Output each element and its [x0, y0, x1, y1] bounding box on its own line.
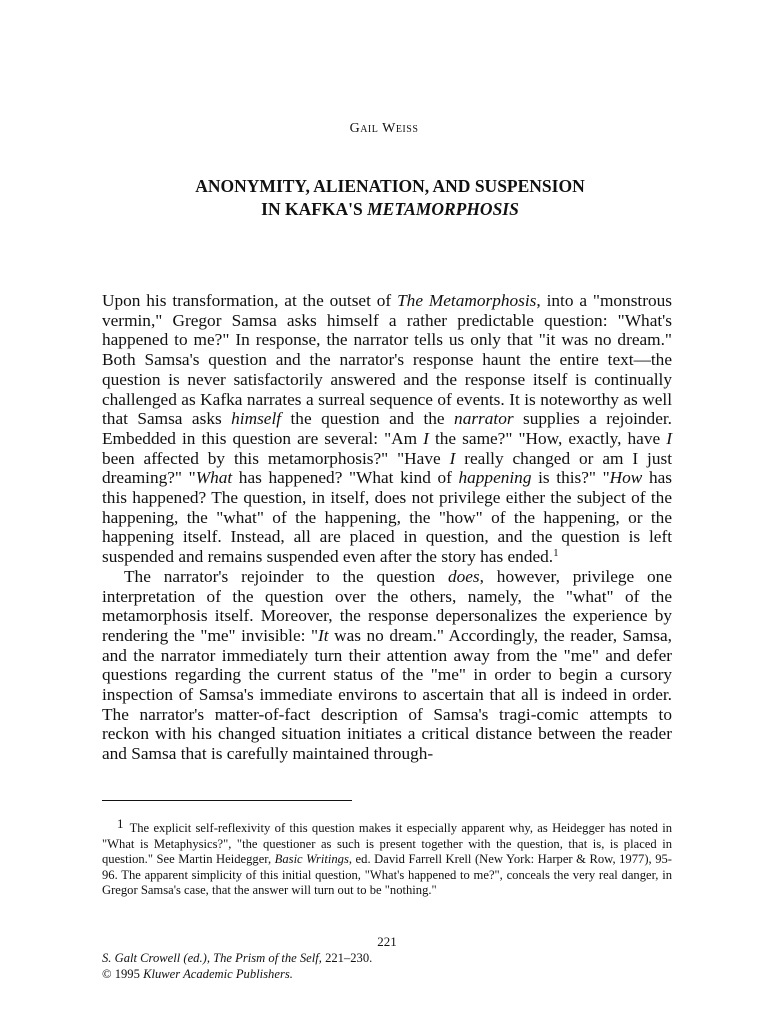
- text-run: the same?" "How, exactly, have: [428, 428, 667, 448]
- text-run: has this happened? The question, in itself, does not privilege either the subject of the happening, the "what" of the happening, the "how" of the happening, or the happening itself. Instead, all are placed in question, and the question is left suspended and remains suspended even after the story has ended.: [102, 468, 672, 567]
- text-run: , into a "monstrous vermin," Gregor Samsa asks himself a rather predictable question: "What's happened to me?" In response, the narrator tells us only that "it was no dream." Both Samsa's question and the narrator's response haunt the entire text—the question is never satisfactorily answered and the response itself is continually challenged as Kafka narrates a surreal sequence of events. It is noteworthy as well that Samsa asks: [102, 291, 672, 429]
- italic-run: I: [423, 428, 429, 448]
- text-run: really changed or am I just dreaming?" ": [102, 448, 672, 488]
- source-citation: [102, 951, 372, 982]
- footnote-1: [102, 816, 672, 899]
- text-run: , however, privilege one interpretation of the question over the others, namely, the "what" of the metamorphosis itself. Moreover, the response depersonalizes the experience by rendering the "me" invisible: ": [102, 566, 672, 645]
- text-run: has happened? "What kind of: [232, 468, 459, 488]
- page-number: 221: [377, 934, 397, 949]
- footnote-text: , ed. David Farrell Krell (New York: Harper & Row, 1977), 95-96. The apparent simplicity of this initial question, "What's happened to me?", conceals the very real danger, in Gregor Samsa's case, that the answer will turn out to be "nothing.": [102, 852, 672, 898]
- text-run: The narrator's rejoinder to the question: [124, 566, 448, 586]
- italic-run: does: [447, 566, 480, 586]
- text-run: been affected by this metamorphosis?" "Have: [102, 448, 450, 468]
- paper-title: [0, 175, 768, 221]
- text-run: supplies a rejoinder. Embedded in this question are several: "Am: [102, 409, 672, 448]
- title-line-2-prefix: IN KAFKA'S: [261, 199, 368, 219]
- italic-run: I: [449, 448, 456, 468]
- citation-line-1: [102, 951, 372, 967]
- copyright-year: © 1995: [102, 966, 144, 981]
- footnote-mark: 1: [117, 816, 124, 831]
- italic-run: happening: [458, 468, 532, 488]
- italic-run: The Metamorphosis: [397, 291, 537, 310]
- author-name: Gail Weiss: [349, 121, 419, 136]
- citation-line-2: [102, 967, 372, 983]
- footnote-reference: 1: [553, 547, 559, 560]
- text-run: Upon his transformation, at the outset of: [102, 291, 398, 310]
- paragraph-1: [102, 291, 672, 567]
- title-italic-work: METAMORPHOSIS: [367, 199, 519, 219]
- footnote-italic: Basic Writings: [274, 852, 349, 867]
- footnote-text: The explicit self-reflexivity of this question makes it especially apparent why, as Heidegger has noted in "What is Metaphysics?", "the questioner as such is present together with the question, that is, is placed in question." See Martin Heidegger,: [102, 821, 672, 867]
- title-line-1: ANONYMITY, ALIENATION, AND SUSPENSION: [195, 176, 585, 196]
- text-run: the question and the: [281, 409, 455, 429]
- body-text: [102, 291, 672, 764]
- italic-run: himself: [231, 409, 282, 429]
- title-line-2: [0, 198, 768, 221]
- italic-run: It: [318, 625, 329, 645]
- publisher: Kluwer Academic Publishers.: [143, 966, 293, 981]
- text-run: is this?" ": [531, 468, 610, 488]
- citation-pages: 221–230.: [325, 951, 373, 965]
- italic-run: I: [666, 428, 672, 448]
- citation-text: S. Galt Crowell (ed.), The Prism of the Self,: [102, 951, 326, 965]
- italic-run: What: [195, 468, 233, 488]
- footnote-divider: [102, 800, 352, 801]
- text-run: was no dream." Accordingly, the reader, Samsa, and the narrator immediately turn their attention away from the "me" and defer questions regarding the current status of the "me" in order to begin a cursory inspection of Samsa's immediate environs to ascertain that all is indeed in order. The narrator's matter-of-fact description of Samsa's tragi-comic attempts to reckon with his changed situation initiates a critical distance between the reader and Samsa that is carefully maintained through-: [102, 625, 672, 764]
- italic-run: How: [609, 468, 643, 488]
- paragraph-2: [102, 567, 672, 764]
- italic-run: narrator: [454, 409, 514, 429]
